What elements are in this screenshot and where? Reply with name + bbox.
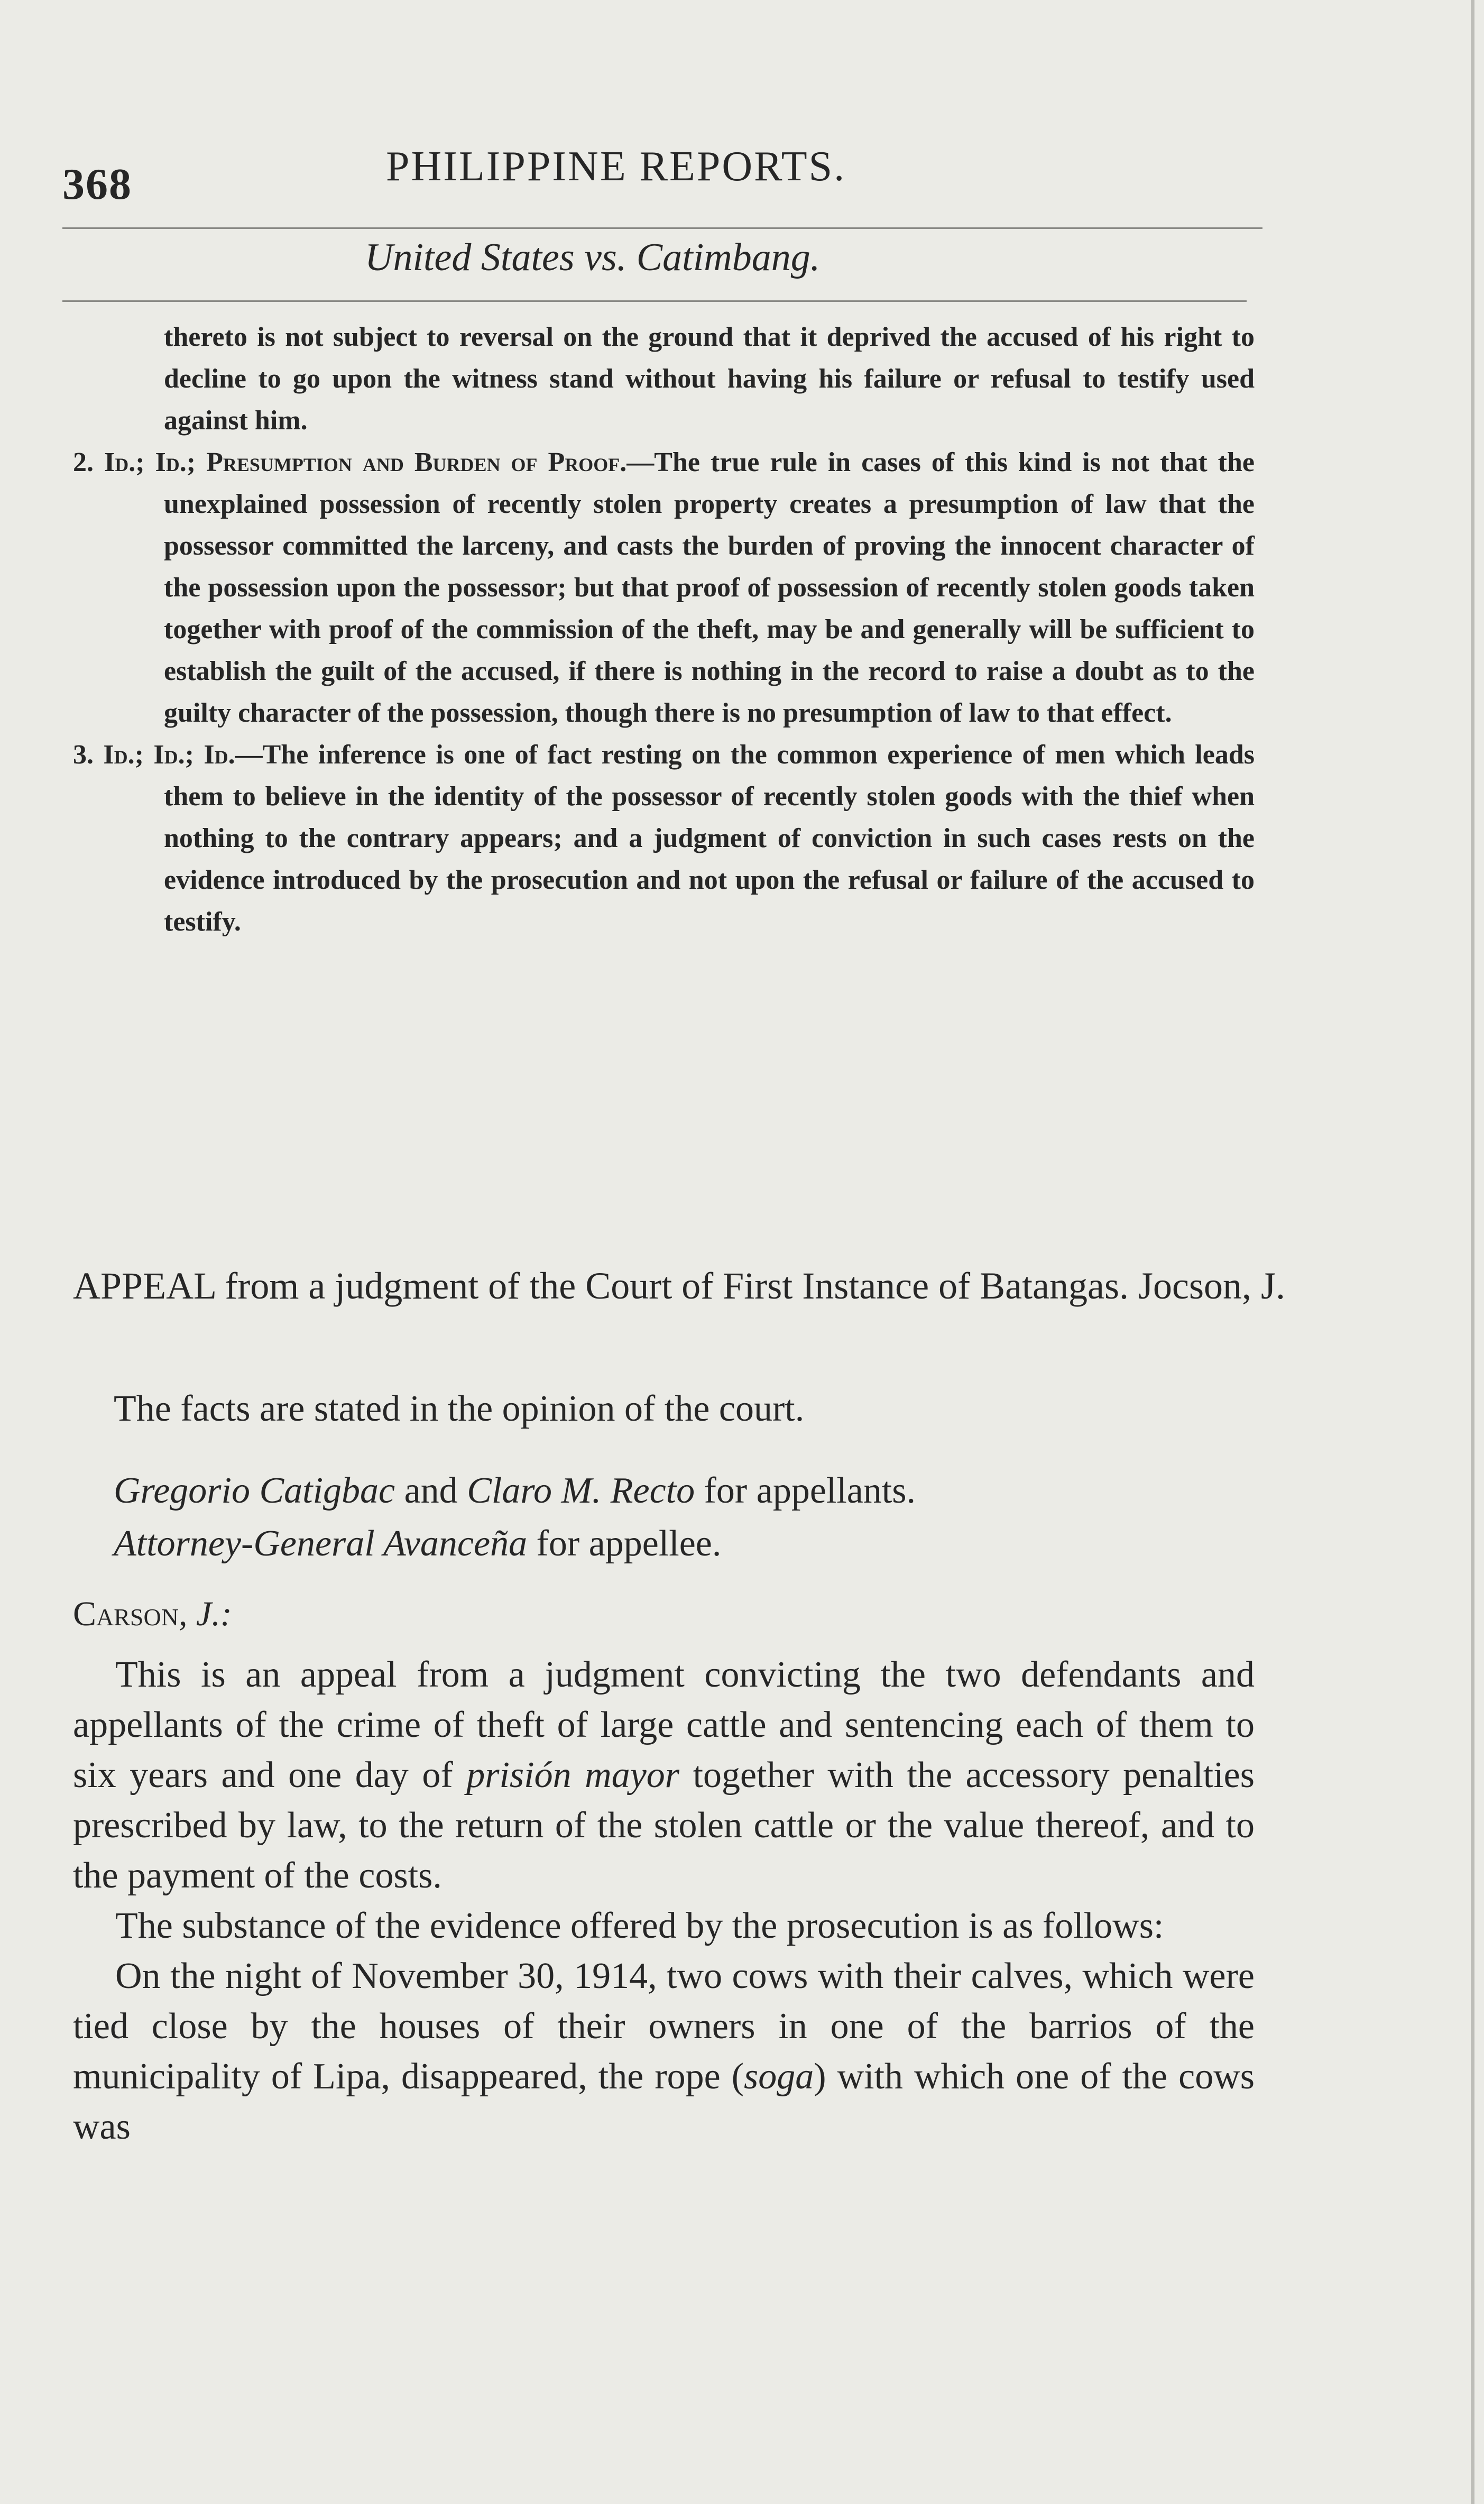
- counsel-appellants: [114, 1465, 916, 1517]
- case-title: United States vs. Catimbang.: [365, 236, 821, 279]
- judge-line: [73, 1594, 232, 1634]
- running-head: PHILIPPINE REPORTS.: [386, 143, 846, 190]
- appellants-role: for appellants.: [695, 1470, 916, 1511]
- counsel-block: [114, 1465, 916, 1570]
- counsel-and: and: [395, 1470, 467, 1511]
- syllabus-item-3: [73, 734, 1255, 943]
- opinion-body: [73, 1650, 1255, 2152]
- opinion-paragraph-3: [73, 1951, 1255, 2152]
- opinion-paragraph-2: The substance of the evidence offered by the prosecution is as follows:: [115, 1905, 1164, 1946]
- syllabus-item-2-number: 2.: [73, 447, 94, 477]
- syllabus-item-3-text: —The inference is one of fact resting on the common experience of men which leads them to believe in the identity of the possessor of recently stolen goods with the thief when nothing to the contrary appears; and a judgment of conviction in such cases rests on the evidence introduced by the prosecution and not upon the refusal or failure of the accused to testify.: [164, 740, 1255, 937]
- syllabus-item-3-lead: Id.; Id.; Id.: [103, 740, 235, 770]
- opinion-p3-text: On the night of November 30, 1914, two cows with their calves, which were tied close by the houses of their owners in one of the barrios of the municipality of Lipa, disappeared, the rope (: [73, 1956, 1255, 2097]
- appellant-counsel-1: Gregorio Catigbac: [114, 1470, 395, 1511]
- syllabus-item-2-text: —The true rule in cases of this kind is not that the unexplained possession of recently stolen property creates a presumption of law that the possessor committed the larceny, and casts the burden of proving the innocent character of the possession upon the possessor; but that proof of possession of recently stolen goods taken together with proof of the commission of the theft, may be and generally will be sufficient to establish the guilt of the accused, if there is nothing in the record to raise a doubt as to the guilty character of the possession, though there is no presumption of law to that effect.: [164, 447, 1255, 728]
- opinion-p1-term: prisión mayor: [466, 1755, 680, 1796]
- appellee-counsel: Attorney-General Avanceña: [114, 1523, 528, 1564]
- opinion-p3-text-2: ) with which one of the cows was: [73, 2056, 1255, 2147]
- header-rule-bottom: [62, 300, 1247, 302]
- judge-suffix: , J.:: [178, 1595, 232, 1633]
- opinion-p3-term: soga: [744, 2056, 814, 2097]
- counsel-appellee: [114, 1517, 916, 1570]
- appellee-role: for appellee.: [527, 1523, 722, 1564]
- judge-name: Carson: [73, 1595, 179, 1633]
- opinion-p1-text-2: together with the accessory penalties prescribed by law, to the return of the stolen cattle or the value thereof, and to the payment of the costs.: [73, 1755, 1255, 1896]
- syllabus: [73, 316, 1255, 943]
- opinion-paragraph-1: [73, 1650, 1255, 1901]
- opinion-p1-text: This is an appeal from a judgment convicting the two defendants and appellants of the crime of theft of large cattle and sentencing each of them to six years and one day of: [73, 1654, 1255, 1796]
- page-edge-shadow: [1471, 0, 1474, 2504]
- appellant-counsel-2: Claro M. Recto: [467, 1470, 695, 1511]
- facts-statement: The facts are stated in the opinion of the court.: [114, 1388, 805, 1429]
- header-rule-top: [62, 227, 1262, 229]
- page-number: 368: [62, 160, 132, 209]
- syllabus-item-2-lead: Id.; Id.; Presumption and Burden of Proof.: [104, 447, 627, 477]
- syllabus-item-3-number: 3.: [73, 740, 94, 770]
- syllabus-continuation: thereto is not subject to reversal on the ground that it deprived the accused of his right to decline to go upon the witness stand without having his failure or refusal to testify used against him.: [164, 322, 1255, 436]
- syllabus-item-2: [73, 441, 1255, 734]
- appeal-statement: APPEAL from a judgment of the Court of First Instance of Batangas. Jocson, J.: [73, 1265, 1285, 1307]
